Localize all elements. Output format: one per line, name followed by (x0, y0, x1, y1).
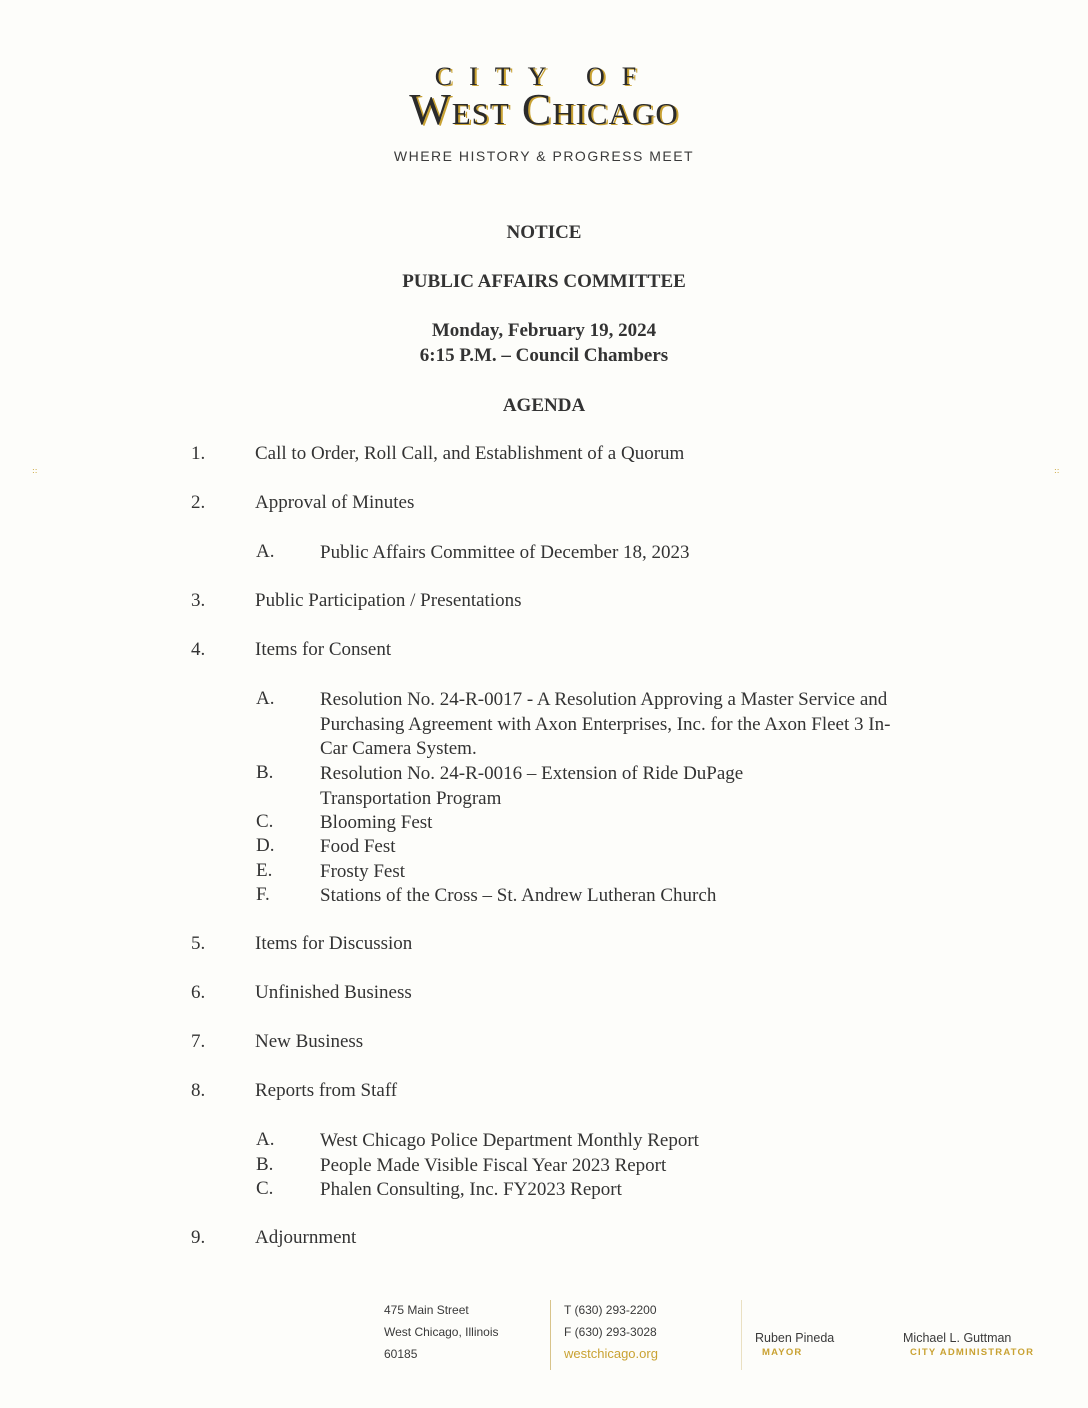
margin-marker-left: :: (32, 466, 38, 475)
sub-item-resolution-24-r-0017: Resolution No. 24-R-0017 - A Resolution Approving a Master Service and Purchasing Agreement with Axon Enterprises, Inc. for the Axon Fleet 3 In-Car Camera System. (320, 689, 891, 759)
sub-item-minutes-dec-18: Public Affairs Committee of December 18, 2023 (320, 542, 690, 563)
logo-city-name: West Chicago (409, 85, 679, 134)
logo-tagline: WHERE HISTORY & PROGRESS MEET (393, 148, 695, 164)
sub-item-frosty-fest: Frosty Fest (320, 861, 405, 882)
agenda-item-items-for-consent: Items for Consent (255, 639, 392, 660)
sub-item-letter: D. (256, 835, 275, 856)
agenda-item-public-participation: Public Participation / Presentations (255, 590, 522, 611)
footer-city: West Chicago, Illinois (384, 1325, 499, 1339)
agenda-item-items-for-discussion: Items for Discussion (255, 933, 413, 954)
footer-address (384, 1299, 499, 1365)
footer-divider (741, 1300, 742, 1370)
mayor-name: Ruben Pineda (755, 1331, 835, 1345)
meeting-date: Monday, February 19, 2024 (431, 320, 657, 341)
committee-heading: PUBLIC AFFAIRS COMMITTEE (402, 271, 686, 292)
agenda-item-number: 4. (191, 639, 206, 660)
footer-contact (564, 1299, 658, 1365)
sub-item-letter: C. (256, 811, 274, 832)
footer-zip: 60185 (384, 1347, 418, 1361)
logo-city-of: CITY OF (434, 62, 654, 91)
agenda-item-call-to-order: Call to Order, Roll Call, and Establishment of a Quorum (255, 443, 685, 464)
agenda-item-number: 3. (191, 590, 206, 611)
footer-phone: T (630) 293-2200 (564, 1303, 657, 1317)
sub-item-letter: A. (256, 688, 275, 709)
footer-mayor (755, 1331, 834, 1358)
sub-item-police-monthly-report: West Chicago Police Department Monthly Report (320, 1130, 699, 1151)
footer-street: 475 Main Street (384, 1303, 469, 1317)
footer-city-administrator (903, 1331, 1034, 1358)
administrator-title: CITY ADMINISTRATOR (910, 1347, 1035, 1358)
agenda-item-adjournment: Adjournment (255, 1227, 357, 1248)
sub-item-letter: F. (256, 884, 270, 905)
footer-fax: F (630) 293-3028 (564, 1325, 657, 1339)
sub-item-food-fest: Food Fest (320, 836, 396, 857)
meeting-time-place: 6:15 P.M. – Council Chambers (419, 345, 669, 366)
sub-item-letter: E. (256, 860, 273, 881)
agenda-item-reports-from-staff: Reports from Staff (255, 1080, 398, 1101)
sub-item-letter: C. (256, 1178, 274, 1199)
agenda-item-new-business: New Business (255, 1031, 364, 1052)
agenda-item-number: 7. (191, 1031, 206, 1052)
sub-item-people-made-visible-report: People Made Visible Fiscal Year 2023 Report (320, 1155, 667, 1176)
sub-item-letter: A. (256, 541, 275, 562)
footer-website-link[interactable]: westchicago.org (564, 1346, 658, 1361)
agenda-item-number: 9. (191, 1227, 206, 1248)
sub-item-letter: A. (256, 1129, 275, 1150)
sub-item-resolution-24-r-0016: Resolution No. 24-R-0016 – Extension of Ride DuPage Transportation Program (320, 763, 744, 809)
agenda-item-approval-of-minutes: Approval of Minutes (255, 492, 415, 513)
agenda-item-number: 5. (191, 933, 206, 954)
agenda-item-number: 2. (191, 492, 206, 513)
agenda-item-number: 1. (191, 443, 206, 464)
sub-item-phalen-consulting-report: Phalen Consulting, Inc. FY2023 Report (320, 1179, 622, 1200)
sub-item-letter: B. (256, 1154, 274, 1175)
notice-heading: NOTICE (506, 222, 582, 243)
agenda-item-number: 8. (191, 1080, 206, 1101)
sub-item-stations-of-the-cross: Stations of the Cross – St. Andrew Lutheran Church (320, 885, 717, 906)
sub-item-letter: B. (256, 762, 274, 783)
agenda-heading: AGENDA (502, 395, 586, 416)
agenda-item-unfinished-business: Unfinished Business (255, 982, 412, 1003)
footer-divider (550, 1300, 551, 1370)
sub-item-blooming-fest: Blooming Fest (320, 812, 433, 833)
agenda-item-number: 6. (191, 982, 206, 1003)
mayor-title: MAYOR (762, 1347, 803, 1358)
margin-marker-right: :: (1054, 466, 1060, 475)
administrator-name: Michael L. Guttman (903, 1331, 1012, 1345)
